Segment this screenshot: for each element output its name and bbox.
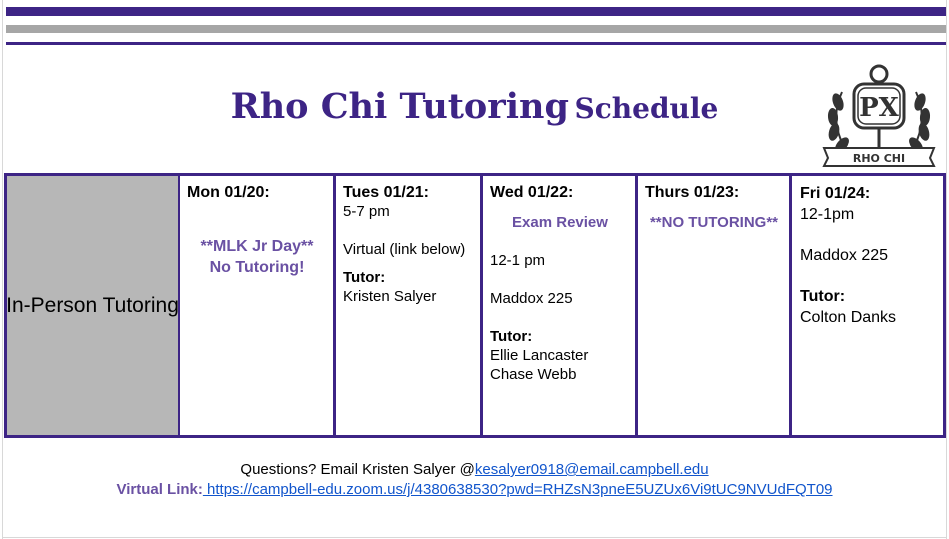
fri-tutor-name: Colton Danks	[800, 309, 897, 326]
day-header: Tues 01/21:	[343, 184, 429, 201]
day-cell-mon	[187, 183, 327, 278]
wed-tutor-name: Ellie Lancaster	[490, 347, 589, 364]
fri-location: Maddox 225	[800, 247, 889, 264]
day-header: Fri 01/24:	[800, 185, 871, 202]
day-cell-tue	[343, 183, 478, 306]
email-link[interactable]: kesalyer0918@email.campbell.edu	[474, 461, 709, 478]
tue-tutor-name: Kristen Salyer	[343, 288, 437, 305]
day-cell-wed	[490, 183, 630, 384]
footer-virtual	[0, 481, 949, 498]
title-sub: Schedule	[574, 92, 719, 125]
table-divider	[635, 173, 638, 438]
slide-border-left	[2, 0, 3, 539]
table-divider	[333, 173, 336, 438]
mon-note-holiday: **MLK Jr Day**	[200, 238, 314, 255]
tue-location: Virtual (link below)	[343, 241, 466, 258]
schedule-table	[4, 173, 946, 438]
mon-note-no-tutoring: No Tutoring!	[209, 259, 305, 276]
tue-tutor-label: Tutor:	[343, 269, 386, 286]
rho-chi-logo-icon	[818, 62, 940, 172]
virtual-link[interactable]: https://campbell-edu.zoom.us/j/4380638530?pwd=RHZsN3pneE5UZUx6Vi9tUC9NVUdFQT09	[202, 481, 833, 498]
title-main: Rho Chi Tutoring	[230, 86, 569, 127]
wed-exam-review: Exam Review	[512, 214, 608, 231]
logo-banner-text: RHO CHI	[852, 152, 906, 165]
day-header: Wed 01/22:	[490, 184, 574, 201]
header-bar-purple	[6, 7, 946, 16]
table-divider	[789, 173, 792, 438]
questions-text: Questions? Email Kristen Salyer @	[240, 461, 475, 478]
footer-questions	[0, 461, 949, 478]
thu-no-tutoring: **NO TUTORING**	[649, 214, 779, 231]
day-header: Mon 01/20:	[187, 184, 270, 201]
wed-location: Maddox 225	[490, 290, 573, 307]
wed-tutor-label: Tutor:	[490, 328, 533, 345]
row-label-in-person: In-Person Tutoring	[7, 176, 178, 435]
logo-monogram: PX	[859, 93, 899, 123]
day-cell-fri	[800, 183, 940, 328]
table-divider	[943, 173, 946, 438]
fri-time: 12-1pm	[800, 206, 855, 223]
slide-border-right	[946, 0, 947, 539]
day-cell-thu	[645, 183, 783, 232]
wed-time: 12-1 pm	[490, 252, 546, 269]
virtual-link-label: Virtual Link:	[116, 481, 203, 498]
table-divider	[480, 173, 483, 438]
header-bar-gray	[6, 25, 946, 33]
slide-border-bottom	[2, 537, 947, 538]
table-border-bottom	[4, 435, 946, 438]
tue-time: 5-7 pm	[343, 203, 390, 220]
fri-tutor-label: Tutor:	[800, 288, 846, 305]
wed-tutor-name: Chase Webb	[490, 366, 577, 383]
header-bar-purple-thin	[6, 42, 946, 45]
page-title	[0, 86, 949, 127]
day-header: Thurs 01/23:	[645, 184, 740, 201]
